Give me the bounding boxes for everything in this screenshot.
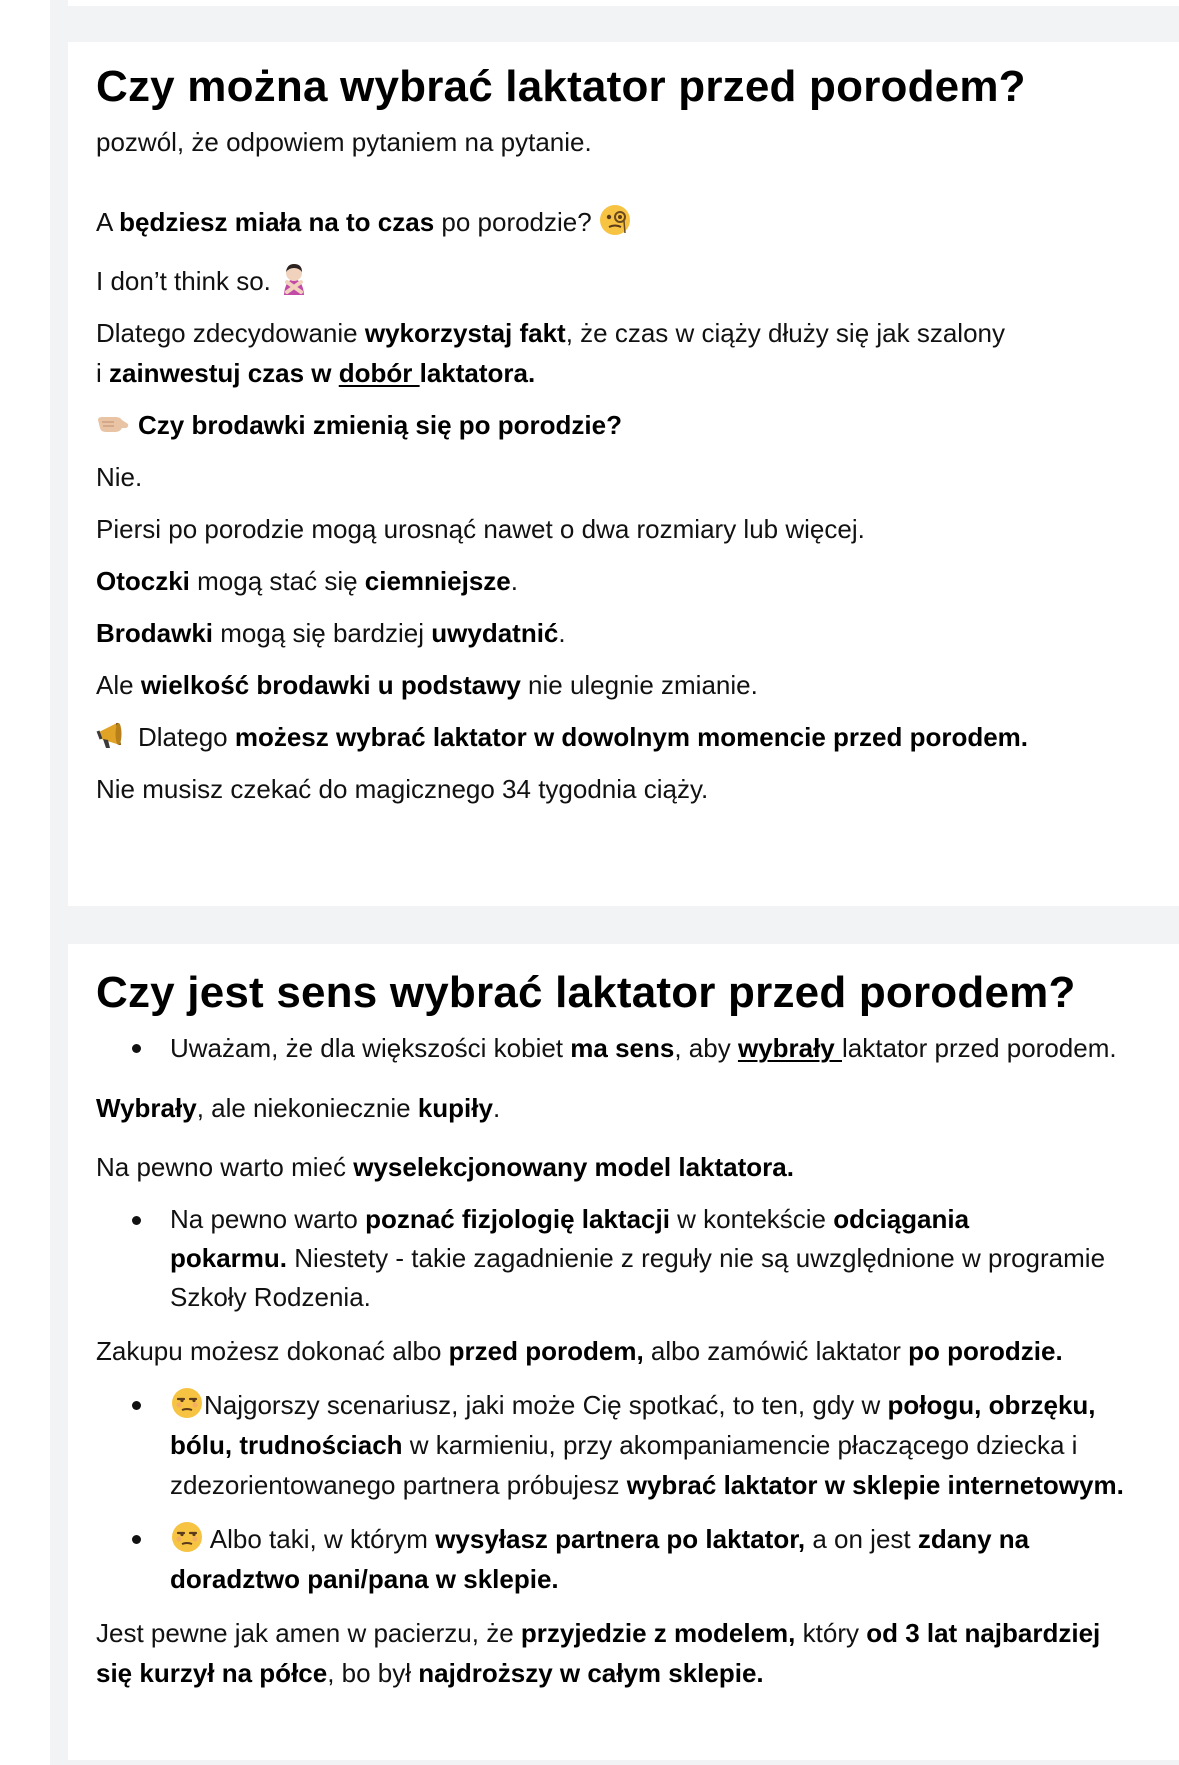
any-time-paragraph: Dlatego możesz wybrać laktator w dowolnym momencie przed porodem. [96, 717, 1179, 757]
pointing-hand-icon [96, 406, 130, 440]
section-card-przed-porodem [68, 42, 1179, 906]
bullet-list [96, 1385, 1179, 1599]
previous-card-edge [68, 0, 1179, 6]
breasts-size-paragraph: Piersi po porodzie mogą urosnąć nawet o dwa rozmiary lub więcej. [96, 514, 865, 544]
nipple-size-paragraph: Ale wielkość brodawki u podstawy nie ulegnie zmianie. [96, 670, 758, 700]
list-item: Uważam, że dla większości kobiet ma sens, aby wybrały laktator przed porodem. [96, 1028, 1179, 1068]
person-gesturing-no-icon [277, 262, 311, 296]
nipples-question-paragraph: Czy brodawki zmienią się po porodzie? [96, 405, 1179, 445]
dobor-underlined: dobór [338, 358, 420, 388]
purchase-timing-paragraph: Zakupu możesz dokonać albo przed porodem, albo zamówić laktator po porodzie. [96, 1336, 1063, 1366]
areola-paragraph: Otoczki mogą stać się ciemniejsze. [96, 566, 518, 596]
bullet-list [96, 1028, 1179, 1068]
unamused-face-icon [170, 1520, 204, 1554]
list-item: Najgorszy scenariusz, jaki może Cię spotkać, to ten, gdy w połogu, obrzęku, bólu, trudnościach w karmieniu, przy akompaniamencie płaczącego dziecka i zdezorientowanego partnera próbujesz wybrać laktator w sklepie internetowym. [96, 1385, 1179, 1505]
unamused-face-icon [170, 1386, 204, 1420]
section-heading: Czy można wybrać laktator przed porodem? [96, 62, 1026, 111]
chosen-not-bought-paragraph: Wybrały, ale niekoniecznie kupiły. [96, 1093, 501, 1123]
amen-paragraph: Jest pewne jak amen w pacierzu, że przyjedzie z modelem, który od 3 lat najbardziej się kurzył na półce, bo był najdroższy w całym sklepie. [96, 1618, 1101, 1688]
answer-no: Nie. [96, 462, 143, 492]
megaphone-icon [96, 718, 130, 752]
question-time-paragraph: A będziesz miała na to czas po porodzie? [96, 202, 1179, 242]
page-left-margin [0, 0, 50, 1765]
section-card-sens [68, 944, 1179, 1760]
list-item: Na pewno warto poznać fizjologię laktacji w kontekście odciągania pokarmu. Niestety - takie zagadnienie z reguły nie są uwzględnione w programie Szkoły Rodzenia. [96, 1200, 1179, 1317]
bullet-list [96, 1200, 1179, 1317]
monocle-face-icon [598, 203, 632, 237]
wybraly-underlined: wybrały [737, 1033, 842, 1063]
section-heading: Czy jest sens wybrać laktator przed porodem? [96, 968, 1076, 1017]
nipples-paragraph: Brodawki mogą się bardziej uwydatnić. [96, 618, 566, 648]
week-34-paragraph: Nie musisz czekać do magicznego 34 tygodnia ciąży. [96, 774, 709, 804]
invest-time-paragraph: Dlatego zdecydowanie wykorzystaj fakt, że czas w ciąży dłuży się jak szalony i zainwestuj czas w dobór laktatora. [96, 318, 1005, 388]
intro-paragraph: pozwól, że odpowiem pytaniem na pytanie. [96, 127, 592, 157]
selected-model-paragraph: Na pewno warto mieć wyselekcjonowany model laktatora. [96, 1152, 794, 1182]
dont-think-paragraph: I don’t think so. [96, 261, 1179, 301]
list-item: Albo taki, w którym wysyłasz partnera po laktator, a on jest zdany na doradztwo pani/pana w sklepie. [96, 1519, 1179, 1599]
